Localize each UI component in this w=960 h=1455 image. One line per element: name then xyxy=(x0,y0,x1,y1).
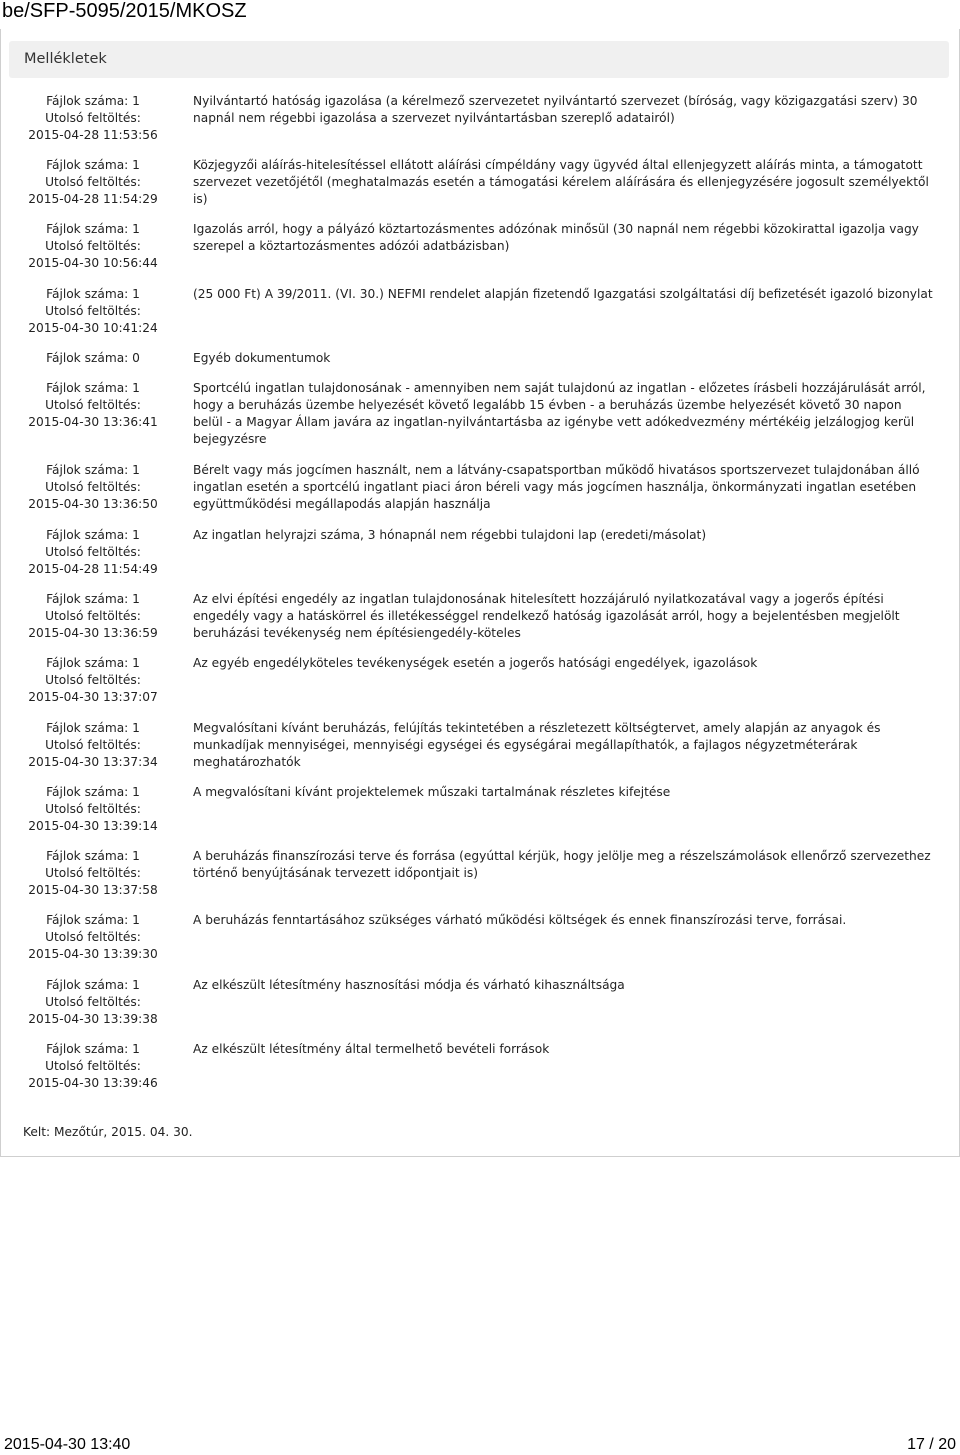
file-count: Fájlok száma: 1 xyxy=(46,222,140,236)
file-meta xyxy=(0,655,186,706)
file-meta xyxy=(0,286,186,337)
last-upload-time: 2015-04-28 11:53:56 xyxy=(28,128,158,142)
last-upload-time: 2015-04-28 11:54:49 xyxy=(28,562,158,576)
last-upload-time: 2015-04-30 13:37:58 xyxy=(28,883,158,897)
last-upload-time: 2015-04-30 13:37:34 xyxy=(28,755,158,769)
last-upload-time: 2015-04-30 13:36:50 xyxy=(28,497,158,511)
last-upload-time: 2015-04-30 13:37:07 xyxy=(28,690,158,704)
file-meta xyxy=(0,221,186,272)
attachment-description: A beruházás fenntartásához szükséges várható működési költségek és ennek finanszírozási terve, forrásai. xyxy=(193,913,847,927)
file-meta xyxy=(0,93,186,144)
file-meta xyxy=(0,462,186,513)
last-upload-time: 2015-04-30 13:39:46 xyxy=(28,1076,158,1090)
last-upload-label: Utolsó feltöltés: xyxy=(45,930,141,944)
attachment-description: Az elkészült létesítmény hasznosítási módja és várható kihasználtsága xyxy=(193,978,625,992)
file-meta xyxy=(0,380,186,431)
attachment-description: Nyilvántartó hatóság igazolása (a kérelmező szervezetet nyilvántartó szervezet (bíróság, vagy közigazgatási szerv) 30 napnál nem régebbi igazolása a szervezet nyilvántartásban szereplő adatairól) xyxy=(193,94,918,125)
last-upload-time: 2015-04-30 13:36:41 xyxy=(28,415,158,429)
last-upload-time: 2015-04-30 13:39:30 xyxy=(28,947,158,961)
file-meta xyxy=(0,848,186,899)
file-count: Fájlok száma: 1 xyxy=(46,849,140,863)
last-upload-label: Utolsó feltöltés: xyxy=(45,304,141,318)
attachment-description: Az ingatlan helyrajzi száma, 3 hónapnál nem régebbi tulajdoni lap (eredeti/másolat) xyxy=(193,528,707,542)
last-upload-label: Utolsó feltöltés: xyxy=(45,673,141,687)
file-meta xyxy=(0,527,186,578)
last-upload-label: Utolsó feltöltés: xyxy=(45,175,141,189)
file-meta xyxy=(0,977,186,1028)
attachment-description: Igazolás arról, hogy a pályázó köztartozásmentes adózónak minősül (30 napnál nem régebbi közokirattal igazolja vagy szerepel a köztartozásmentes adózói adatbázisban) xyxy=(193,222,919,253)
last-upload-label: Utolsó feltöltés: xyxy=(45,398,141,412)
file-meta xyxy=(0,591,186,642)
attachment-description: A beruházás finanszírozási terve és forrása (egyúttal kérjük, hogy jelölje meg a részelszámolások ellenőrző szervezethez történő benyújtásának tervezett időpontjait is) xyxy=(193,849,931,880)
file-count: Fájlok száma: 1 xyxy=(46,978,140,992)
document-id: be/SFP-5095/2015/MKOSZ xyxy=(2,0,247,22)
attachment-description: Az elvi építési engedély az ingatlan tulajdonosának hitelesített hozzájáruló nyilatkozatával vagy a jogerős építési engedély vagy a hatáskörrel és illetékességgel rendelkező hatóság igazolását arról, hogy a bejelentésben megjelölt beruházási tevékenység nem építésiengedély-köteles xyxy=(193,592,900,640)
file-count: Fájlok száma: 1 xyxy=(46,463,140,477)
file-count: Fájlok száma: 1 xyxy=(46,785,140,799)
file-count: Fájlok száma: 1 xyxy=(46,656,140,670)
last-upload-label: Utolsó feltöltés: xyxy=(45,609,141,623)
attachment-description: Bérelt vagy más jogcímen használt, nem a látvány-csapatsportban működő hivatásos sportszervezet tulajdonában álló ingatlan esetén a sportcélú ingatlant piaci áron béreli vagy más jogcímen használja, önkormányzati ingatlan esetében együttműködési megállapodás alapján használja xyxy=(193,463,920,511)
attachment-description: (25 000 Ft) A 39/2011. (VI. 30.) NEFMI rendelet alapján fizetendő Igazgatási szolgáltatási díj befizetését igazoló bizonylat xyxy=(193,287,933,301)
last-upload-time: 2015-04-30 13:36:59 xyxy=(28,626,158,640)
file-meta xyxy=(0,1041,186,1092)
last-upload-time: 2015-04-30 10:56:44 xyxy=(28,256,158,270)
attachment-description: Közjegyzői aláírás-hitelesítéssel ellátott aláírási címpéldány vagy ügyvéd által ellenjegyzett aláírás minta, a támogatott szervezet vezetőjétől (meghatalmazás esetén a támogatási kérelem aláírására és ellenjegyzésére jogosult személyektől is) xyxy=(193,158,929,206)
last-upload-label: Utolsó feltöltés: xyxy=(45,995,141,1009)
file-count: Fájlok száma: 1 xyxy=(46,287,140,301)
attachment-description: Az egyéb engedélyköteles tevékenységek esetén a jogerős hatósági engedélyek, igazolások xyxy=(193,656,758,670)
file-count: Fájlok száma: 1 xyxy=(46,528,140,542)
file-meta xyxy=(0,784,186,835)
file-count: Fájlok száma: 1 xyxy=(46,1042,140,1056)
last-upload-time: 2015-04-30 13:39:38 xyxy=(28,1012,158,1026)
attachment-description: A megvalósítani kívánt projektelemek műszaki tartalmának részletes kifejtése xyxy=(193,785,671,799)
last-upload-label: Utolsó feltöltés: xyxy=(45,545,141,559)
signature-date: Kelt: Mezőtúr, 2015. 04. 30. xyxy=(23,1125,193,1139)
attachment-description: Megvalósítani kívánt beruházás, felújítás tekintetében a részletezett költségtervet, amely alapján az anyagok és munkadíjak mennyiségei, mennyiségi egységei és egységárai megállapíthatók, a fajlagos négyzetméterárak meghatározhatók xyxy=(193,721,881,769)
file-count: Fájlok száma: 1 xyxy=(46,913,140,927)
file-count: Fájlok száma: 1 xyxy=(46,592,140,606)
file-count: Fájlok száma: 1 xyxy=(46,94,140,108)
file-meta xyxy=(0,912,186,963)
last-upload-label: Utolsó feltöltés: xyxy=(45,480,141,494)
file-meta xyxy=(0,157,186,208)
last-upload-label: Utolsó feltöltés: xyxy=(45,866,141,880)
last-upload-time: 2015-04-30 10:41:24 xyxy=(28,321,158,335)
last-upload-label: Utolsó feltöltés: xyxy=(45,111,141,125)
last-upload-time: 2015-04-28 11:54:29 xyxy=(28,192,158,206)
last-upload-label: Utolsó feltöltés: xyxy=(45,1059,141,1073)
footer-print-time: 2015-04-30 13:40 xyxy=(4,1436,131,1453)
last-upload-label: Utolsó feltöltés: xyxy=(45,738,141,752)
file-count: Fájlok száma: 1 xyxy=(46,381,140,395)
file-meta xyxy=(0,350,186,367)
file-count: Fájlok száma: 1 xyxy=(46,721,140,735)
file-meta xyxy=(0,720,186,771)
footer-page-number: 17 / 20 xyxy=(907,1436,956,1453)
last-upload-label: Utolsó feltöltés: xyxy=(45,239,141,253)
last-upload-time: 2015-04-30 13:39:14 xyxy=(28,819,158,833)
section-title: Mellékletek xyxy=(24,51,107,67)
section-header xyxy=(9,41,949,78)
file-count: Fájlok száma: 0 xyxy=(46,351,140,365)
attachment-description: Egyéb dokumentumok xyxy=(193,351,331,365)
file-count: Fájlok száma: 1 xyxy=(46,158,140,172)
attachment-description: Sportcélú ingatlan tulajdonosának - amennyiben nem saját tulajdonú az ingatlan - előzetes írásbeli hozzájárulását arról, hogy a beruházás üzembe helyezését követő legalább 15 évben - a beruházás üzembe helyezését követő 30 napon belül - a Magyar Állam javára az ingatlan-nyilvántartásba az igénybe vett adókedvezmény mértékéig jelzálogjog kerül bejegyzésre xyxy=(193,381,926,446)
last-upload-label: Utolsó feltöltés: xyxy=(45,802,141,816)
attachment-description: Az elkészült létesítmény által termelhető bevételi források xyxy=(193,1042,550,1056)
